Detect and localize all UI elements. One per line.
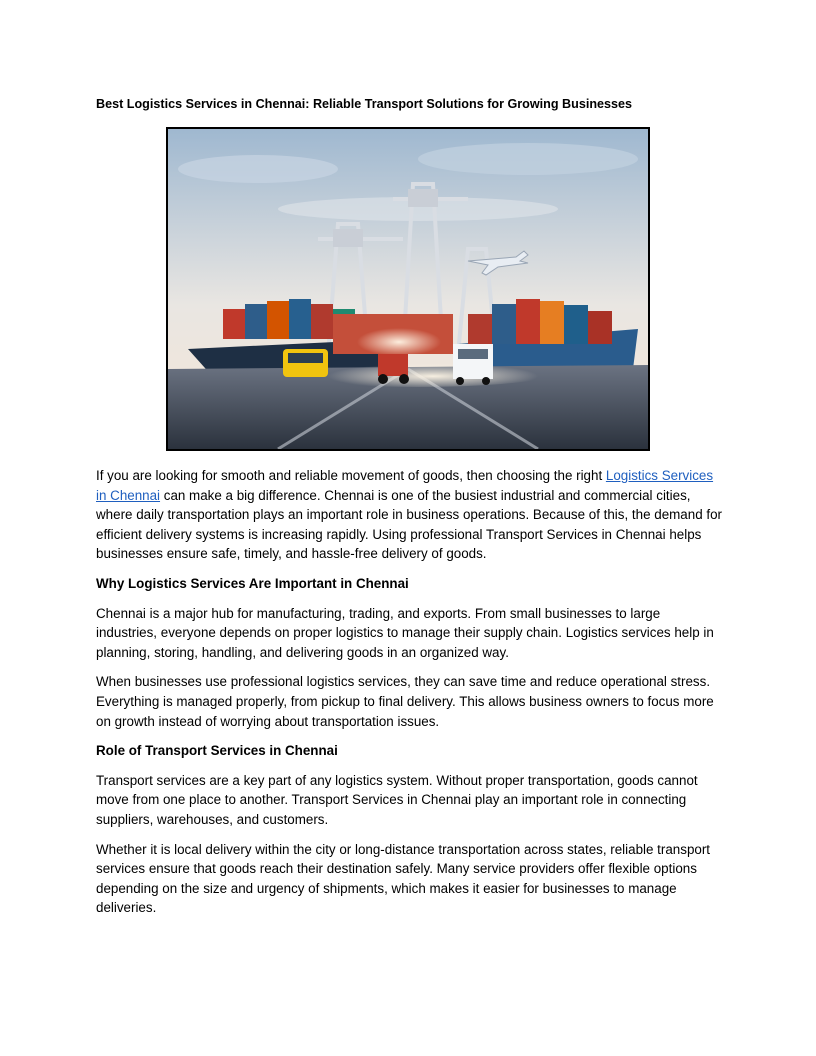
importance-paragraph-1: Chennai is a major hub for manufacturing, trading, and exports. From small businesses to large industries, everyone depends on proper logistics to manage their supply chain. Logistics services help in planning, storing, handling, and delivering goods in an organized way. <box>96 605 714 660</box>
transport-role-paragraph-1: Transport services are a key part of any logistics system. Without proper transportation, goods cannot move from one place to another. Transport Services in Chennai play an important role in connecting suppliers, warehouses, and customers. <box>96 772 698 827</box>
importance-paragraph-2: When businesses use professional logistics services, they can save time and reduce operational stress. Everything is managed properly, from pickup to final delivery. This allows business owners to focus more on growth instead of worrying about transportation issues. <box>96 674 714 729</box>
section-heading-transport-role: Role of Transport Services in Chennai <box>96 743 338 759</box>
hero-image <box>166 127 650 451</box>
section-heading-importance: Why Logistics Services Are Important in Chennai <box>96 575 409 591</box>
logistics-services-link[interactable]: Logistics Services in Chennai <box>96 468 714 503</box>
transport-role-paragraph-2: Whether it is local delivery within the city or long-distance transportation across states, reliable transport services ensure that goods reach their destination safely. Many service providers offer flexible options depending on the size and urgency of shipments, which makes it easier for businesses to manage deliveries. <box>96 841 711 916</box>
intro-text-after-link: can make a big difference. Chennai is one of the busiest industrial and commercial cities, where daily transportation plays an important role in business operations. Because of this, the demand for efficient delivery systems is increasing rapidly. Using professional Transport Services in Chennai helps businesses ensure safe, timely, and hassle-free delivery of goods. <box>96 487 722 562</box>
document-title: Best Logistics Services in Chennai: Reliable Transport Solutions for Growing Businesses <box>96 97 633 111</box>
article-body <box>96 466 722 928</box>
intro-text-before-link: If you are looking for smooth and reliable movement of goods, then choosing the right <box>96 468 606 483</box>
logistics-port-illustration <box>168 129 648 449</box>
intro-paragraph <box>96 466 722 564</box>
